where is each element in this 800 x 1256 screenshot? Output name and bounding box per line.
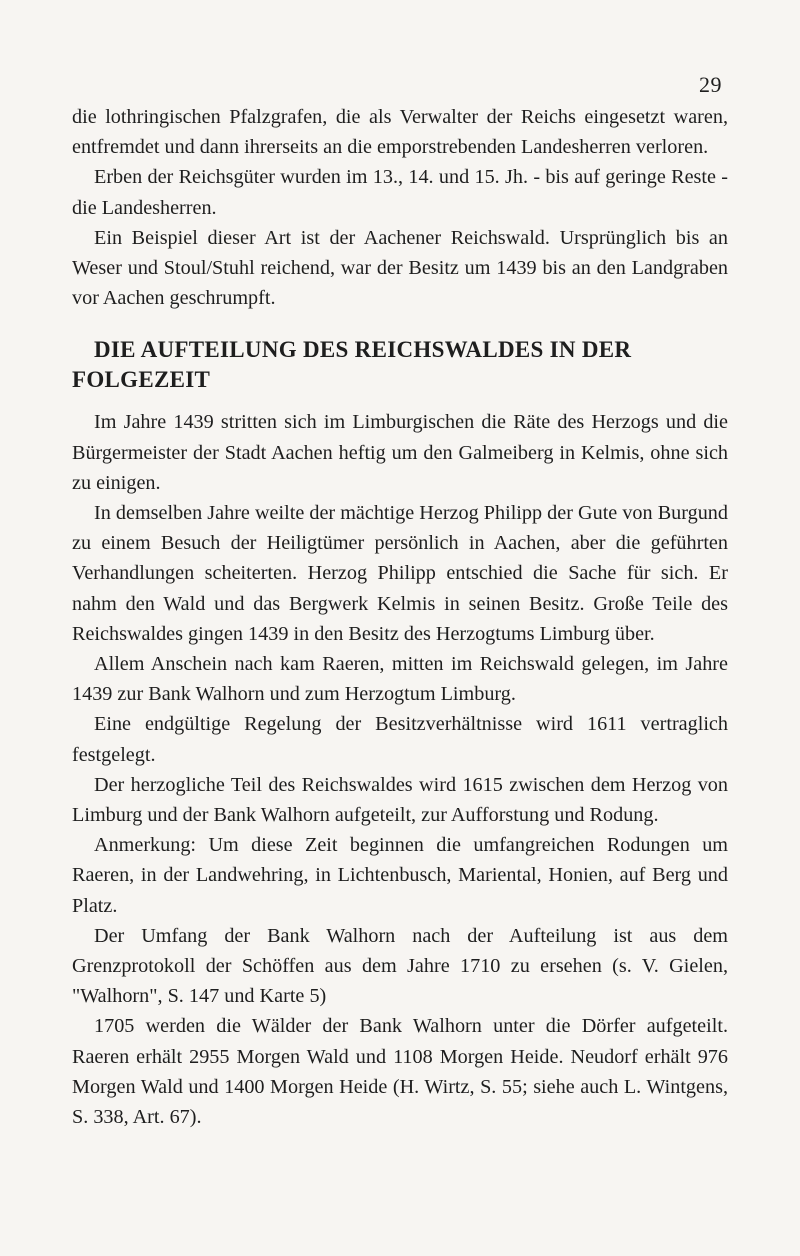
paragraph: Allem Anschein nach kam Raeren, mitten im Reichswald gelegen, im Jahre 1439 zur Bank Walhorn und zum Herzogtum Limburg.	[72, 653, 728, 706]
paragraph: Der Umfang der Bank Walhorn nach der Aufteilung ist aus dem Grenzprotokoll der Schöffen aus dem Jahre 1710 zu ersehen (s. V. Gielen, "Walhorn", S. 147 und Karte 5)	[72, 924, 728, 1008]
paragraph: 1705 werden die Wälder der Bank Walhorn unter die Dörfer aufgeteilt. Raeren erhält 2955 Morgen Wald und 1108 Morgen Heide. Neudorf erhält 976 Morgen Wald und 1400 Morgen Heide (H. Wirtz, S. 55; siehe auch L. Wintgens, S. 338, Art. 67).	[72, 1015, 728, 1129]
paragraph: Ein Beispiel dieser Art ist der Aachener Reichswald. Ursprünglich bis an Weser und Stoul/Stuhl reichend, war der Besitz um 1439 bis an den Landgraben vor Aachen geschrumpft.	[72, 226, 728, 310]
page-number: 29	[699, 72, 722, 97]
paragraph: Der herzogliche Teil des Reichswaldes wird 1615 zwischen dem Herzog von Limburg und der Bank Walhorn aufgeteilt, zur Aufforstung und Rodung.	[72, 773, 728, 827]
section-heading-line-1: DIE AUFTEILUNG DES REICHSWALDES IN DER	[94, 337, 632, 363]
paragraph: die lothringischen Pfalzgrafen, die als Verwalter der Reichs eingesetzt waren, entfremdet und dann ihrerseits an die emporstrebenden Landesherren verloren.	[72, 106, 728, 159]
section-heading-line-2: FOLGEZEIT	[72, 367, 211, 393]
paragraph: In demselben Jahre weilte der mächtige Herzog Philipp der Gute von Burgund zu einem Besuch der Heiligtümer persönlich in Aachen, aber die geführten Verhandlungen scheiterten. Herzog Philipp entschied die Sache für sich. Er nahm den Wald und das Bergwerk Kelmis in seinen Besitz. Große Teile des Reichswaldes gingen 1439 in den Besitz des Herzogtums Limburg über.	[72, 502, 728, 645]
page-body	[72, 102, 728, 1132]
paragraph: Anmerkung: Um diese Zeit beginnen die umfangreichen Rodungen um Raeren, in der Landwehring, in Lichtenbusch, Mariental, Honien, auf Berg und Platz.	[72, 834, 728, 917]
section-heading	[72, 335, 728, 395]
paragraph: Eine endgültige Regelung der Besitzverhältnisse wird 1611 vertraglich festgelegt.	[72, 713, 728, 766]
paragraph: Erben der Reichsgüter wurden im 13., 14. und 15. Jh. - bis auf geringe Reste - die Landesherren.	[72, 166, 728, 219]
paragraph: Im Jahre 1439 stritten sich im Limburgischen die Räte des Herzogs und die Bürgermeister der Stadt Aachen heftig um den Galmeiberg in Kelmis, ohne sich zu einigen.	[72, 411, 728, 494]
